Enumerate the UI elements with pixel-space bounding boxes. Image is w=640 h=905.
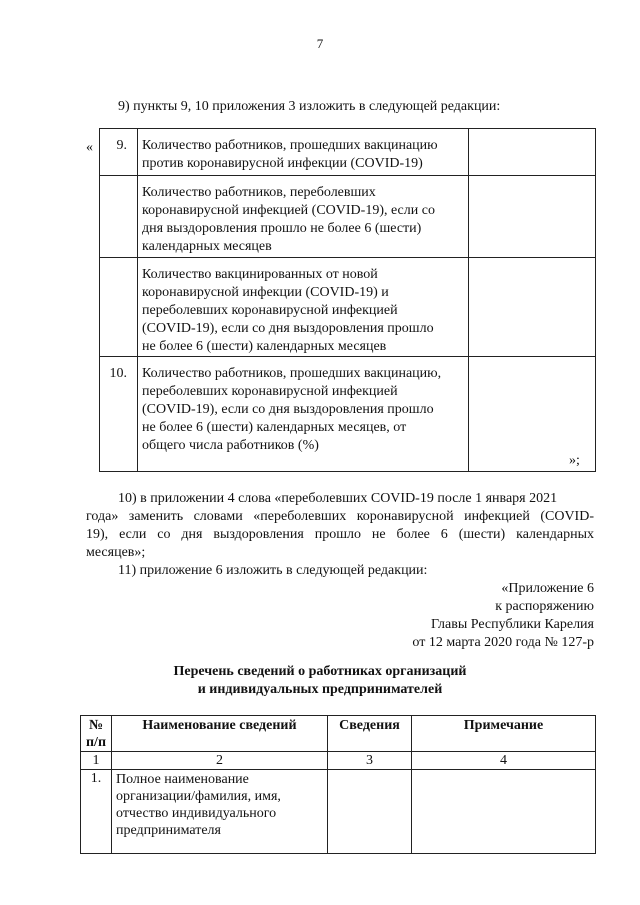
open-quote: «: [86, 140, 93, 155]
table-row: [100, 176, 596, 258]
info-cell: [328, 770, 412, 854]
header-note: Примечание: [412, 716, 596, 752]
row-text-line: коронавирусной инфекции (COVID-19) и: [142, 285, 389, 300]
note-cell: [412, 770, 596, 854]
table-header-row: [81, 716, 596, 752]
appendix-reference-line: к распоряжению: [495, 599, 594, 614]
column-index: 3: [328, 752, 412, 770]
appendix-reference-line: «Приложение 6: [501, 581, 594, 596]
row-number: 1.: [81, 770, 112, 854]
item-9-intro: 9) пункты 9, 10 приложения 3 изложить в следующей редакции:: [118, 99, 501, 114]
row-description: [138, 129, 469, 176]
row-text-line: переболевших коронавирусной инфекцией: [142, 303, 398, 318]
row-text-line: отчество индивидуального: [116, 806, 277, 821]
row-text-line: против коронавирусной инфекции (COVID-19): [142, 156, 423, 171]
item-10-line: 10) в приложении 4 слова «переболевших COVID-19 после 1 января 2021: [118, 491, 558, 506]
header-number-line: №: [88, 718, 104, 733]
item-10-line: 19), если со дня выздоровления прошло не более 6 (шести) календарных: [86, 527, 594, 542]
list-title-line: Перечень сведений о работниках организаций: [173, 664, 467, 679]
row-number: 10.: [100, 357, 138, 472]
table-row: [81, 770, 596, 854]
row-number: [100, 176, 138, 258]
row-text-line: Количество работников, прошедших вакцинацию: [142, 138, 438, 153]
column-index: 1: [81, 752, 112, 770]
row-text-line: Количество работников, переболевших: [142, 185, 376, 200]
row-description: [138, 258, 469, 357]
item-10-line: года» заменить словами «переболевших коронавирусной инфекцией (COVID-: [86, 509, 594, 524]
row-text-line: календарных месяцев: [142, 239, 272, 254]
row-text-line: дня выздоровления прошло не более 6 (шести): [142, 221, 422, 236]
header-name: Наименование сведений: [112, 716, 328, 752]
row-description: [138, 357, 469, 472]
row-description: [138, 176, 469, 258]
page-number: 7: [316, 36, 324, 51]
row-text-line: предпринимателя: [116, 823, 221, 838]
header-number-line: п/п: [85, 735, 107, 750]
row-number: [100, 258, 138, 357]
appendix-reference-line: от 12 марта 2020 года № 127-р: [412, 635, 594, 650]
row-text-line: переболевших коронавирусной инфекцией: [142, 384, 398, 399]
row-text-line: (COVID-19), если со дня выздоровления прошло: [142, 321, 434, 336]
row-text-line: организации/фамилия, имя,: [116, 789, 281, 804]
table-employee-info: [80, 715, 596, 854]
value-cell: [469, 258, 596, 357]
table-appendix-3-items: [99, 128, 596, 472]
value-cell: [469, 129, 596, 176]
row-text-line: общего числа работников (%): [142, 438, 319, 453]
row-text-line: Количество работников, прошедших вакцинацию,: [142, 366, 442, 381]
row-text-line: (COVID-19), если со дня выздоровления прошло: [142, 402, 434, 417]
item-10-line: месяцев»;: [86, 545, 146, 560]
item-11-text: 11) приложение 6 изложить в следующей редакции:: [118, 563, 428, 578]
table-row: [100, 357, 596, 472]
header-number: [81, 716, 112, 752]
close-quote: »;: [569, 453, 580, 468]
table-row: [100, 129, 596, 176]
header-info: Сведения: [328, 716, 412, 752]
row-number: 9.: [100, 129, 138, 176]
row-text-line: не более 6 (шести) календарных месяцев: [142, 339, 387, 354]
value-cell: [469, 176, 596, 258]
appendix-reference-line: Главы Республики Карелия: [431, 617, 594, 632]
row-text-line: не более 6 (шести) календарных месяцев, от: [142, 420, 407, 435]
column-index: 2: [112, 752, 328, 770]
row-text-line: Полное наименование: [116, 772, 249, 787]
row-text-line: коронавирусной инфекцией (COVID-19), если со: [142, 203, 435, 218]
column-index: 4: [412, 752, 596, 770]
table-row: [100, 258, 596, 357]
table-index-row: [81, 752, 596, 770]
row-description: [112, 770, 328, 854]
list-title-line: и индивидуальных предпринимателей: [197, 682, 443, 697]
row-text-line: Количество вакцинированных от новой: [142, 267, 378, 282]
